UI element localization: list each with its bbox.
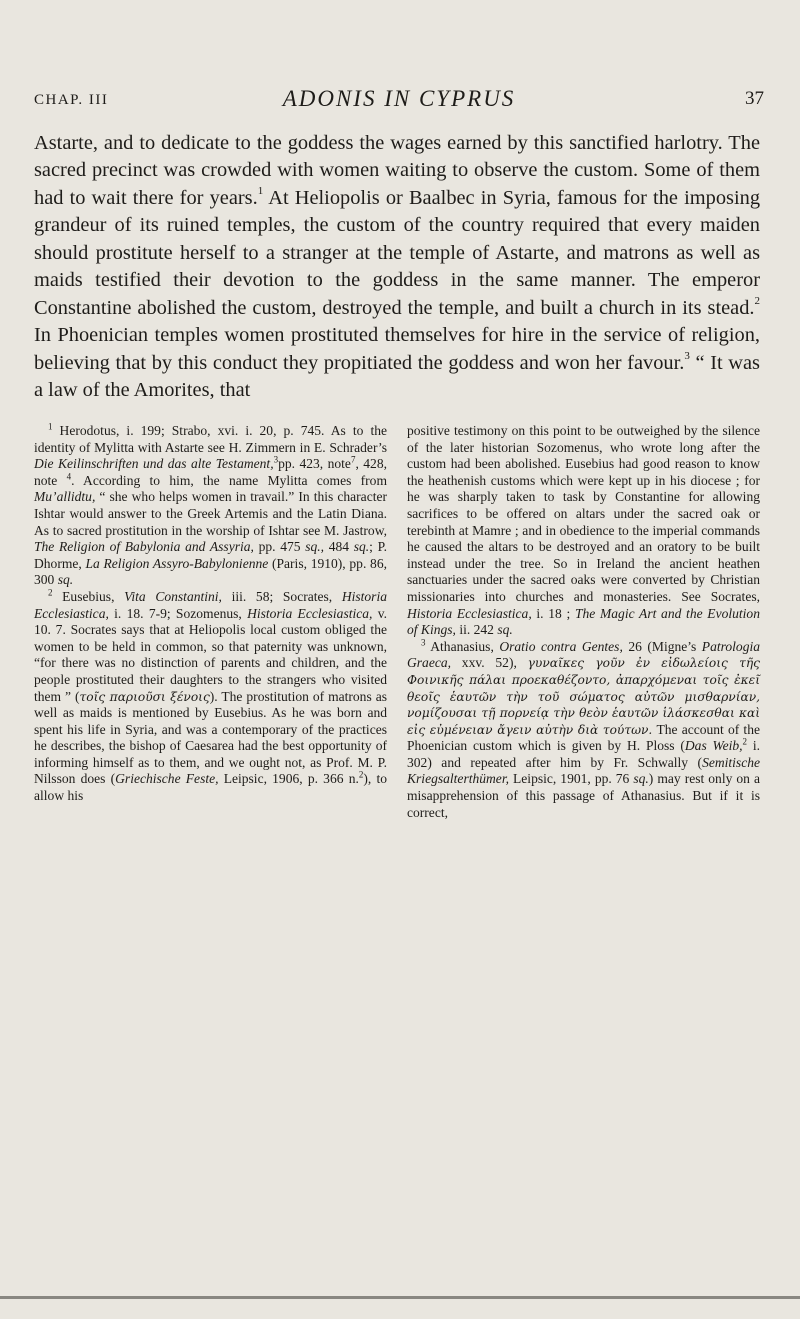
footnote-column-left: [34, 423, 387, 821]
main-text: [34, 130, 760, 405]
footnote-column-right: [407, 423, 760, 821]
footnote-2: $^2$ Eusebius, Vita Constantini, iii. 58; Socrates, Historia Ecclesiastica, i. 18. 7-9; Sozomenus, Historia Ecclesiastica, v. 10. 7. Socrates says that at Heliopolis local custom obliged the women to be held in common, so that paternity was unknown, “for there was no distinction of parents and children, and the people prostituted their daughters to the strangers who visited them ” (τοῖς παριοῦσι ξένοις). The prostitution of matrons as well as maids is mentioned by Eusebius. As he was born and spent his life in Syria, and was a contemporary of the practices he describes, the bishop of Caesarea had the best opportunity of informing himself as to them, and we ought not, as Prof. M. P. Nilsson does (Griechische Feste, Leipsic, 1906, p. 366 n.$^2$), to allow his: [34, 587, 387, 804]
footnotes: [34, 423, 760, 821]
footnote-ref-2: 2: [754, 294, 760, 307]
footnote-2-continued: positive testimony on this point to be outweighed by the silence of the later historian Sozomenus, who wrote long after the custom had been abolished. Eusebius had good reason to know the heathenish customs which were kept up in his diocese ; for he was sharply taken to task by Constantine for allowing sacrifices to be offered on altars under the sacred oak or terebinth at Mamre ; and in obedience to the imperial commands he caused the altars to be destroyed and an oratory to be built instead under the tree. So in Ireland the ancient heathen sanctuaries under the sacred oaks were converted by Christian missionaries into churches and monasteries. See Socrates, Historia Ecclesiastica, i. 18 ; The Magic Art and the Evolution of Kings, ii. 242 sq.: [407, 423, 760, 638]
footnote-1: $^1$ Herodotus, i. 199; Strabo, xvi. i. 20, p. 745. As to the identity of Mylitta with Astarte see H. Zimmern in E. Schrader’s Die Keilinschriften und das alte Testament,$^3$pp. 423, note$^7$, 428, note $^4$. According to him, the name Mylitta comes from Mu’allidtu, “ she who helps women in travail.” In this character Ishtar would answer to the Greek Artemis and the Latin Diana. As to sacred prostitution in the worship of Ishtar see M. Jastrow, The Religion of Babylonia and Assyria, pp. 475 sq., 484 sq.; P. Dhorme, La Religion Assyro-Babylonienne (Paris, 1910), pp. 86, 300 sq.: [34, 421, 387, 588]
page-bottom-edge: [0, 1296, 800, 1299]
footnote-3: $^3$ Athanasius, Oratio contra Gentes, 26 (Migne’s Patrologia Graeca, xxv. 52), γυναῖκες γοῦν ἐν εἰδωλείοις τῆς Φοινικῆς πάλαι προεκαθέζοντο, ἀπαρχόμεναι τοῖς ἐκεῖ θεοῖς ἑαυτῶν τὴν τοῦ σώματος αὐτῶν μισθαρνίαν, νομίζουσαι τῇ πορνείᾳ τὴν θεὸν ἑαυτῶν ἱλάσκεσθαι καὶ εἰς εὐμένειαν ἄγειν αὐτὴν διὰ τούτων. The account of the Phoenician custom which is given by H. Ploss (Das Weib,$^2$ i. 302) and repeated after him by Fr. Schwally (Semitische Kriegsalterthümer, Leipsic, 1901, pp. 76 sq.) may rest only on a misapprehension of this passage of Athanasius. But if it is correct,: [407, 637, 760, 820]
main-paragraph: Astarte, and to dedicate to the goddess the wages earned by this sanctified harlotry. The sacred precinct was crowded with women waiting to observe the custom. Some of them had to wait there for years.$^1$ At Heliopolis or Baalbec in Syria, famous for the imposing grandeur of its ruined temples, the custom of the country required that every maiden should prostitute herself to a stranger at the temple of Astarte, and matrons as well as maids testified their devotion to the goddess in the same manner. The emperor Constantine abolished the custom, destroyed the temple, and built a church in its stead.$^2$ In Phoenician temples women prostituted themselves for hire in the service of religion, believing that by this conduct they propitiated the goddess and won her favour.$^3$ “ It was a law of the Amorites, that: [34, 132, 761, 402]
footnote-ref-3: 3: [684, 349, 690, 362]
footnote-ref-1: 1: [257, 185, 264, 198]
running-header: [34, 86, 764, 114]
chapter-label: CHAP. III: [34, 92, 109, 108]
running-title: ADONIS IN CYPRUS: [282, 86, 516, 111]
page-number: 37: [745, 88, 764, 109]
